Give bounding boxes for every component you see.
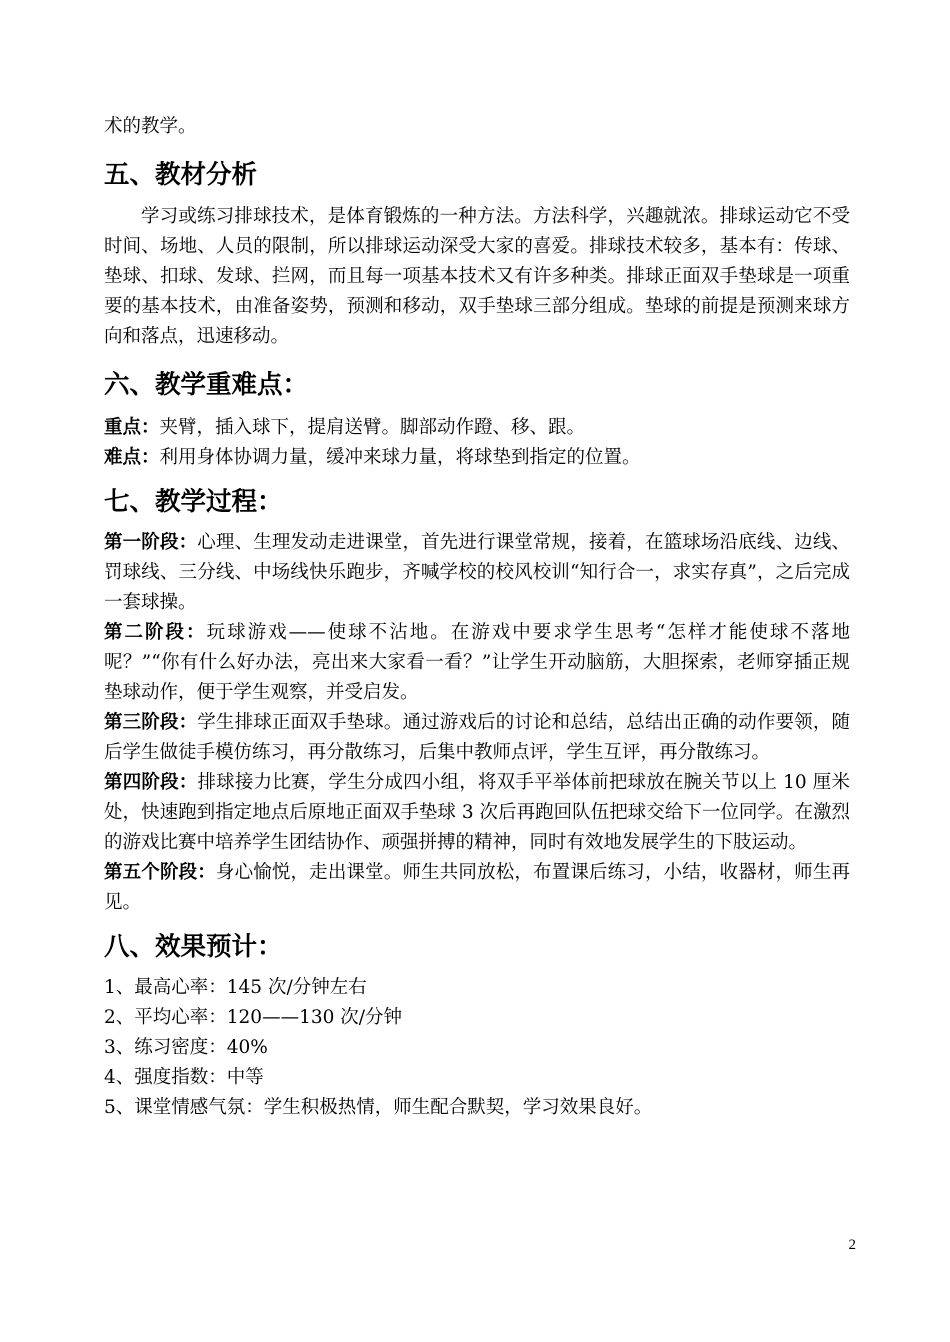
expected-results-list (104, 973, 850, 1123)
difficult-points-text: 利用身体协调力量，缓冲来球力量，将球垫到指定的位置。 (159, 447, 641, 468)
stage-2-paragraph (104, 618, 850, 708)
key-points-text: 夹臂，插入球下，提肩送臂。脚部动作蹬、移、跟。 (159, 417, 586, 438)
stage-4-paragraph (104, 768, 850, 858)
list-item: 4、强度指数：中等 (104, 1067, 264, 1088)
stage-5-paragraph (104, 858, 850, 918)
stage-1-paragraph (104, 528, 850, 618)
difficult-points-label: 难点： (104, 447, 160, 468)
stage-4-label: 第四阶段： (104, 772, 198, 793)
list-item: 5、课堂情感气氛：学生积极热情，师生配合默契，学习效果良好。 (104, 1097, 653, 1118)
stage-1-label: 第一阶段： (104, 532, 198, 553)
section-5-heading: 五、教材分析 (104, 160, 258, 190)
stage-5-label: 第五个阶段： (104, 862, 216, 883)
stage-2-label: 第二阶段： (104, 622, 207, 643)
key-points-label: 重点： (104, 417, 160, 438)
list-item: 3、练习密度：40% (104, 1037, 268, 1058)
stage-4-text: 排球接力比赛，学生分成四小组，将双手平举体前把球放在腕关节以上 10 厘米处，快速跑到指定地点后原地正面双手垫球 3 次后再跑回队伍把球交给下一位同学。在激烈的游戏比赛中培养学生团结协作、顽强拼搏的精神，同时有效地发展学生的下肢运动。 (104, 772, 850, 853)
list-item: 2、平均心率：120——130 次/分钟 (104, 1007, 403, 1028)
section-7-heading: 七、教学过程： (104, 487, 283, 517)
list-item: 1、最高心率：145 次/分钟左右 (104, 977, 367, 998)
stage-5-text: 身心愉悦，走出课堂。师生共同放松，布置课后练习，小结，收器材，师生再见。 (104, 862, 850, 913)
stage-3-paragraph (104, 708, 850, 768)
section-8-heading: 八、效果预计： (104, 932, 283, 962)
stage-2-text: 玩球游戏——使球不沾地。在游戏中要求学生思考“怎样才能使球不落地呢？”“你有什么好办法，亮出来大家看一看？”让学生开动脑筋，大胆探索，老师穿插正规垫球动作，便于学生观察，并受启发。 (104, 622, 850, 703)
stage-3-label: 第三阶段： (104, 712, 198, 733)
stage-3-text: 学生排球正面双手垫球。通过游戏后的讨论和总结，总结出正确的动作要领，随后学生做徒手模仿练习，再分散练习，后集中教师点评，学生互评，再分散练习。 (104, 712, 850, 763)
page-number: 2 (848, 1237, 856, 1253)
section-5-paragraph: 学习或练习排球技术，是体育锻炼的一种方法。方法科学，兴趣就浓。排球运动它不受时间、场地、人员的限制，所以排球运动深受大家的喜爱。排球技术较多，基本有：传球、垫球、扣球、发球、拦网，而且每一项基本技术又有许多种类。排球正面双手垫球是一项重要的基本技术，由准备姿势，预测和移动，双手垫球三部分组成。垫球的前提是预测来球方向和落点，迅速移动。 (104, 206, 850, 347)
difficult-points-line (104, 443, 850, 473)
intro-tail-text: 术的教学。 (104, 116, 197, 137)
stage-1-text: 心理、生理发动走进课堂，首先进行课堂常规，接着，在篮球场沿底线、边线、罚球线、三分线、中场线快乐跑步，齐喊学校的校风校训“知行合一，求实存真”，之后完成一套球操。 (104, 532, 850, 613)
key-points-line (104, 413, 850, 443)
section-6-heading: 六、教学重难点： (104, 370, 309, 400)
